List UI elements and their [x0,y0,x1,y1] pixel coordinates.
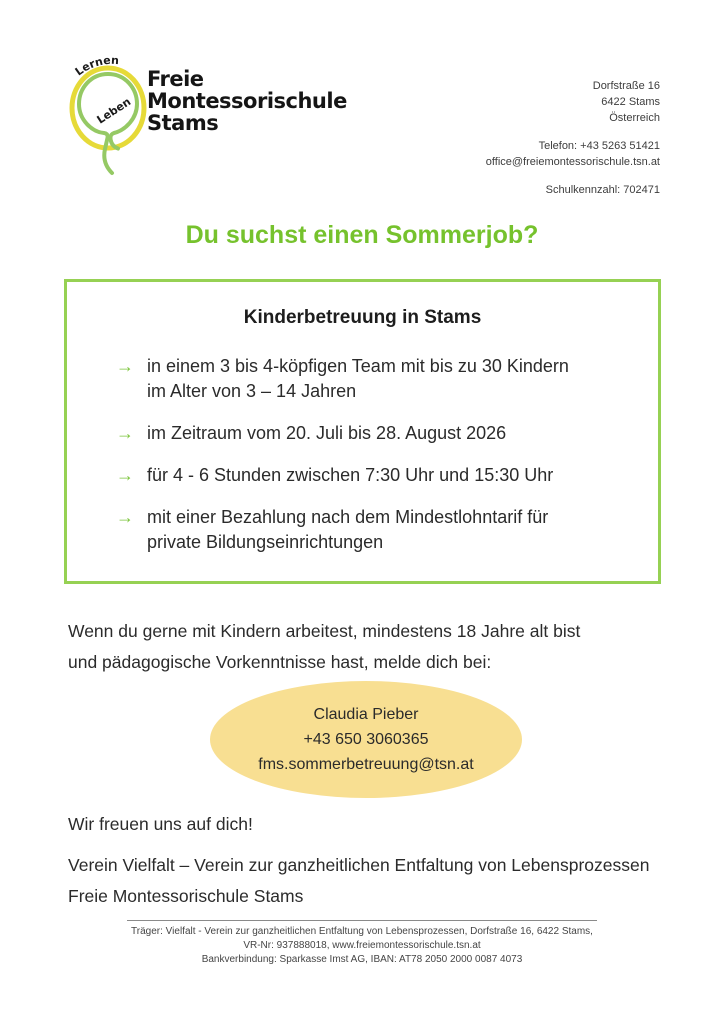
organization-line: Verein Vielfalt – Verein zur ganzheitlichen Entfaltung von Lebensprozessen [68,855,650,875]
address-line: Dorfstraße 16 [592,80,660,92]
bullet-line: für 4 - 6 Stunden zwischen 7:30 Uhr und 15:30 Uhr [147,465,554,485]
school-address [486,78,660,126]
school-name [147,68,347,134]
bullet-text [147,421,506,446]
contact-name: Claudia Pieber [313,706,419,723]
contact-email: fms.sommerbetreuung@tsn.at [258,756,474,773]
school-name-line: Stams [147,111,219,135]
intro-line: Wenn du gerne mit Kindern arbeitest, mindestens 18 Jahre alt bist [68,621,581,641]
closing-text: Wir freuen uns auf dich! [68,814,253,834]
school-name-line: Freie [147,67,204,91]
school-code: Schulkennzahl: 702471 [545,184,660,196]
logo-word-leben: Leben [94,95,134,127]
intro-line: und pädagogische Vorkenntnisse hast, melde dich bei: [68,652,492,672]
bullet-line: mit einer Bezahlung nach dem Mindestlohntarif für [147,507,549,527]
footer-line: Träger: Vielfalt - Verein zur ganzheitlichen Entfaltung von Lebensprozessen, Dorfstraße 16, 6422 Stams, [131,926,593,937]
bullet-text [147,463,553,488]
arrow-bullet-icon: → [116,465,134,485]
arrow-bullet-icon: → [116,356,134,376]
logo-tree-left [79,74,112,173]
header-contact-block [486,78,660,210]
logo-word-lernen: Lernen [72,53,120,79]
application-intro-text [68,616,580,678]
address-line: 6422 Stams [601,96,660,108]
contact-bubble [210,681,522,798]
school-phone-email [486,138,660,170]
arrow-bullet-icon: → [116,507,134,527]
school-phone: Telefon: +43 5263 51421 [538,140,660,152]
list-item [116,421,640,446]
bullet-text [147,505,548,555]
organization-block [68,850,649,912]
address-line: Österreich [609,112,660,124]
footer-line: Bankverbindung: Sparkasse Imst AG, IBAN: AT78 2050 2000 0087 4073 [201,954,523,965]
job-box-title: Kinderbetreuung in Stams [243,307,482,328]
arrow-bullet-icon: → [116,423,134,443]
legal-footer [127,920,597,967]
footer-line: VR-Nr: 937888018, www.freiemontessorischule.tsn.at [243,940,481,951]
list-item [116,505,640,555]
bullet-line: private Bildungseinrichtungen [147,532,384,552]
bullet-text [147,354,569,404]
list-item [116,354,640,404]
page-title: Du suchst einen Sommerjob? [185,221,539,249]
job-offer-box [64,279,661,584]
bullet-line: im Zeitraum vom 20. Juli bis 28. August 2026 [147,423,507,443]
list-item [116,463,640,488]
school-logo [64,52,156,181]
job-bullet-list [67,354,658,555]
organization-line: Freie Montessorischule Stams [68,886,304,906]
bullet-line: im Alter von 3 – 14 Jahren [147,381,357,401]
contact-phone: +43 650 3060365 [303,731,429,748]
tree-logo-icon [64,52,156,176]
school-name-line: Montessorischule [147,89,347,113]
school-email: office@freiemontessorischule.tsn.at [485,156,660,168]
bullet-line: in einem 3 bis 4-köpfigen Team mit bis zu 30 Kindern [147,356,569,376]
